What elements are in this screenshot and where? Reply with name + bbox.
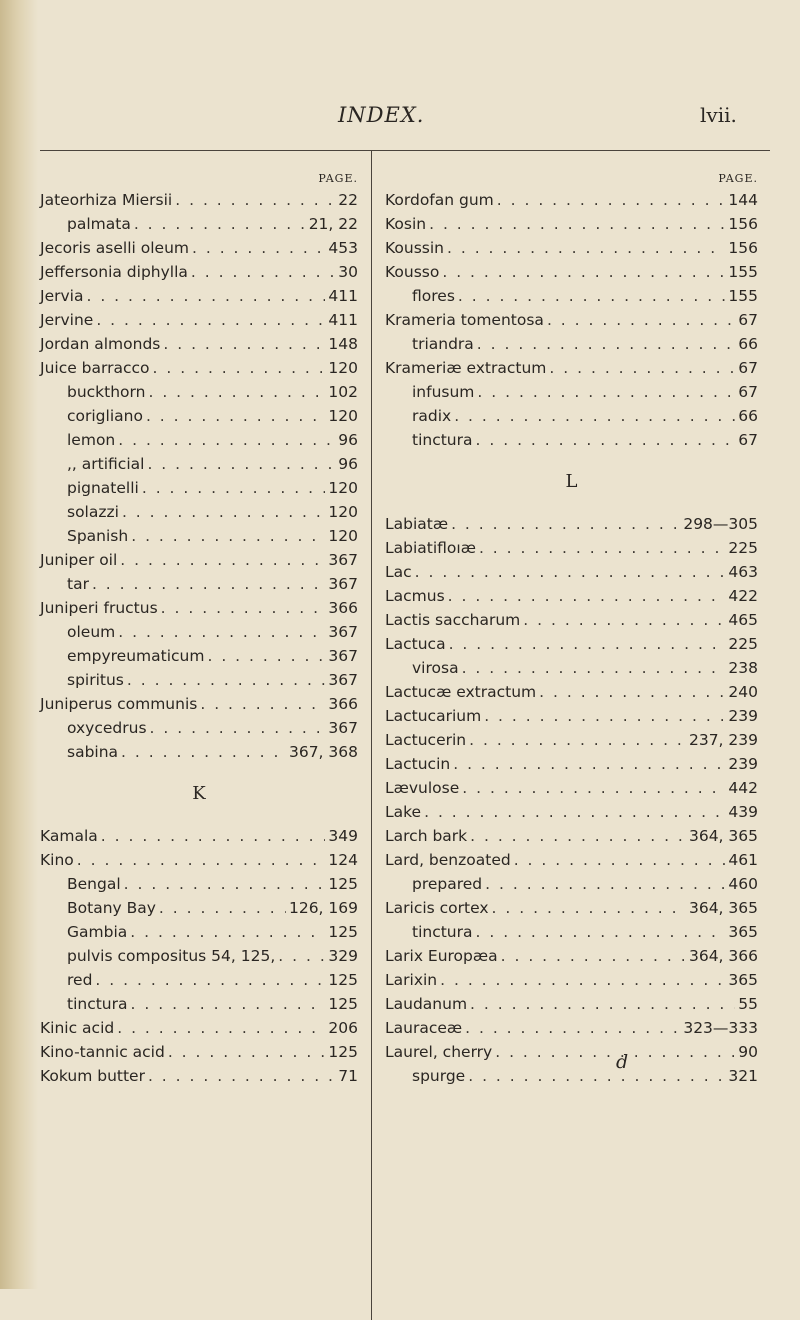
dot-leader [523,608,725,632]
left-column [40,170,358,1088]
page-title: INDEX. [338,103,425,127]
dot-leader [547,308,735,332]
index-entry [385,632,758,656]
dot-leader [120,548,325,572]
index-page-ref: 239 [728,707,758,725]
index-term: Kosin [385,215,427,233]
index-page-ref: 364, 366 [688,947,758,965]
index-term: Jecoris aselli oleum [40,239,189,257]
index-page-ref: 120 [328,359,358,377]
index-term: red [67,971,93,989]
index-page-ref: 144 [728,191,758,209]
index-page-ref: 125 [328,1043,358,1061]
index-entry [385,704,758,728]
dot-leader [469,728,686,752]
index-page-ref: 460 [728,875,758,893]
index-entry [40,620,358,644]
index-page-ref: 96 [338,431,358,449]
index-entry [40,644,358,668]
index-page-ref: 156 [728,239,758,257]
index-page-ref: 155 [728,263,758,281]
dot-leader [117,1016,325,1040]
index-term: Larixin [385,971,438,989]
section-letter-k: K [192,783,206,804]
index-page-ref: 411 [328,311,358,329]
dot-leader [121,740,286,764]
index-page-ref: 225 [728,539,758,557]
index-page-ref: 120 [328,503,358,521]
index-page-ref: 463 [728,563,758,581]
index-page-ref: 239 [728,755,758,773]
page-binding-edge [0,0,38,1289]
index-term: Laricis cortex [385,899,489,917]
index-term: Spanish [67,527,129,545]
index-term: Kinic acid [40,1019,115,1037]
index-page-ref: 453 [328,239,358,257]
index-entry [385,308,758,332]
dot-leader [479,536,725,560]
index-entry [40,824,358,848]
dot-leader [462,656,726,680]
index-entry [40,668,358,692]
index-entry [40,944,358,968]
index-entry [40,968,358,992]
index-entry [385,236,758,260]
index-term: Jordan almonds [40,335,161,353]
index-entry [385,536,758,560]
page-column-label: PAGE. [318,172,358,185]
index-page-ref: 422 [728,587,758,605]
index-page-ref: 367 [328,647,358,665]
index-term: Kamala [40,827,98,845]
index-term: radix [412,407,452,425]
index-term: spiritus [67,671,124,689]
index-entry [40,452,358,476]
index-entry [385,776,758,800]
index-entry [385,920,758,944]
index-page-ref: 148 [328,335,358,353]
index-entry [40,332,358,356]
page-header [0,103,800,133]
index-page-ref: 120 [328,407,358,425]
dot-leader [462,776,725,800]
index-page-ref: 364, 365 [688,827,758,845]
index-term: Lævulose [385,779,460,797]
index-entry [40,848,358,872]
index-page-ref: 461 [728,851,758,869]
index-term: Juniperi fructus [40,599,158,617]
dot-leader [477,332,735,356]
dot-leader [207,644,325,668]
left-entries-j [40,188,358,764]
dot-leader [124,872,326,896]
index-page-ref: 321 [728,1067,758,1085]
index-entry [40,308,358,332]
index-term: tinctura [67,995,128,1013]
index-term: Laurel, cherry [385,1043,493,1061]
dot-leader [92,572,325,596]
index-term: sabina [67,743,119,761]
index-term: Jervine [40,311,94,329]
index-term: pignatelli [67,479,139,497]
index-page-ref: 125 [328,971,358,989]
index-entry [385,824,758,848]
signature-mark: d [616,1051,629,1073]
index-entry [40,284,358,308]
dot-leader [86,284,325,308]
dot-leader [101,824,326,848]
index-entry [40,872,358,896]
index-entry [40,260,358,284]
index-term: Labiatæ [385,515,449,533]
index-page-ref: 125 [328,923,358,941]
index-term: Lard, benzoated [385,851,511,869]
index-term: palmata [67,215,131,233]
dot-leader [492,896,686,920]
dot-leader [148,380,325,404]
index-term: Kokum butter [40,1067,145,1085]
dot-leader [159,896,286,920]
index-term: infusum [412,383,475,401]
index-term: buckthorn [67,383,146,401]
index-term: Kousso [385,263,440,281]
dot-leader [161,596,326,620]
index-entry [385,188,758,212]
index-term: Bengal [67,875,121,893]
index-term: Kino [40,851,74,869]
index-page-ref: 206 [328,1019,358,1037]
index-page-ref: 411 [328,287,358,305]
index-page-ref: 367, 368 [288,743,358,761]
dot-leader [448,584,726,608]
index-page-ref: 323—333 [683,1019,758,1037]
index-entry [385,968,758,992]
dot-leader [150,716,326,740]
dot-leader [191,260,335,284]
index-page-ref: 102 [328,383,358,401]
index-term: Lactucarium [385,707,482,725]
index-page-ref: 237, 239 [688,731,758,749]
index-term: solazzi [67,503,119,521]
dot-leader [470,824,686,848]
dot-leader [449,632,726,656]
dot-leader [485,872,725,896]
index-term: Lactuca [385,635,446,653]
dot-leader [168,1040,326,1064]
index-page-ref: 367 [328,575,358,593]
index-term: tinctura [412,431,473,449]
dot-leader [440,968,725,992]
dot-leader [147,452,335,476]
index-page-ref: 349 [328,827,358,845]
index-term: Lac [385,563,412,581]
index-page-ref: 365 [728,971,758,989]
index-entry [40,1064,358,1088]
index-page-ref: 120 [328,479,358,497]
index-page-ref: 442 [728,779,758,797]
index-page-ref: 225 [728,635,758,653]
index-page-ref: 367 [328,719,358,737]
index-entry [40,500,358,524]
index-entry [40,740,358,764]
index-page-ref: 366 [328,695,358,713]
index-page-ref: 67 [738,359,758,377]
index-entry [40,524,358,548]
dot-leader [539,680,725,704]
index-entry [40,920,358,944]
index-entry [385,404,758,428]
index-page-ref: 126, 169 [288,899,358,917]
dot-leader [148,1064,335,1088]
index-term: Koussin [385,239,444,257]
dot-leader [415,560,726,584]
dot-leader [465,1016,680,1040]
index-entry [385,1064,758,1088]
index-term: Lacmus [385,587,445,605]
dot-leader [549,356,735,380]
index-term: Laudanum [385,995,468,1013]
right-entries-k [385,188,758,452]
dot-leader [118,620,325,644]
index-entry [385,896,758,920]
dot-leader [453,752,725,776]
index-page-ref: 66 [738,407,758,425]
index-entry [40,188,358,212]
index-term: corigliano [67,407,143,425]
dot-leader [131,524,325,548]
index-page-ref: 439 [728,803,758,821]
dot-leader [163,332,325,356]
index-term: triandra [412,335,474,353]
index-entry [385,680,758,704]
index-entry [385,428,758,452]
index-page-ref: 238 [728,659,758,677]
dot-leader [458,284,726,308]
index-term: Krameriæ extractum [385,359,547,377]
index-entry [40,716,358,740]
dot-leader [96,308,325,332]
index-entry [385,284,758,308]
index-term: tinctura [412,923,473,941]
index-entry [385,1016,758,1040]
index-page-ref: 125 [328,995,358,1013]
index-page-ref: 365 [728,923,758,941]
index-page-ref: 155 [728,287,758,305]
index-term: ,, artificial [67,455,145,473]
index-page-ref: 21, 22 [308,215,358,233]
index-entry [385,212,758,236]
index-entry [385,584,758,608]
index-term: Krameria tomentosa [385,311,544,329]
dot-leader [175,188,335,212]
right-column [385,170,758,1088]
index-page-ref: 67 [738,383,758,401]
index-term: oleum [67,623,116,641]
dot-leader [131,992,326,1016]
index-page-ref: 71 [338,1067,358,1085]
dot-leader [95,968,325,992]
index-term: Juniper oil [40,551,118,569]
left-entries-k [40,824,358,1088]
index-term: Lake [385,803,422,821]
index-term: Larch bark [385,827,468,845]
index-term: Larix Europæa [385,947,498,965]
index-page-ref: 66 [738,335,758,353]
index-page-ref: 120 [328,527,358,545]
index-entry [385,656,758,680]
dot-leader [476,428,736,452]
index-entry [40,572,358,596]
index-entry [385,848,758,872]
index-entry [40,236,358,260]
index-page-ref: 124 [328,851,358,869]
index-entry [40,992,358,1016]
dot-leader [429,212,725,236]
index-entry [385,992,758,1016]
dot-leader [278,944,325,968]
dot-leader [134,212,306,236]
dot-leader [142,476,326,500]
index-page-ref: 55 [738,995,758,1013]
dot-leader [77,848,326,872]
index-entry [40,404,358,428]
index-entry [40,356,358,380]
index-term: Kino-tannic acid [40,1043,165,1061]
index-term: spurge [412,1067,466,1085]
index-entry [385,728,758,752]
dot-leader [468,1064,725,1088]
index-term: Jervia [40,287,84,305]
index-term: prepared [412,875,483,893]
index-entry [40,1040,358,1064]
index-page-ref: 329 [328,947,358,965]
dot-leader [451,512,680,536]
index-term: Botany Bay [67,899,156,917]
header-rule [40,150,770,151]
index-term: Jateorhiza Miersii [40,191,173,209]
index-page-ref: 367 [328,551,358,569]
column-divider [371,150,372,1320]
dot-leader [153,356,326,380]
index-page-ref: 30 [338,263,358,281]
index-term: Lactucæ extractum [385,683,537,701]
dot-leader [118,428,335,452]
index-term: virosa [412,659,459,677]
dot-leader [146,404,325,428]
index-term: Lauraceæ [385,1019,463,1037]
index-entry [40,380,358,404]
dot-leader [497,188,726,212]
index-term: Lactis saccharum [385,611,521,629]
dot-leader [454,404,735,428]
index-page-ref: 366 [328,599,358,617]
page-number: lvii. [700,103,737,127]
index-entry [40,596,358,620]
index-page-ref: 364, 365 [688,899,758,917]
index-entry [40,476,358,500]
index-page-ref: 125 [328,875,358,893]
page-column-label: PAGE. [718,172,758,185]
dot-leader [514,848,726,872]
index-term: Lactucin [385,755,451,773]
index-term: Gambia [67,923,128,941]
dot-leader [200,692,325,716]
index-page-ref: 298—305 [683,515,758,533]
index-page-ref: 96 [338,455,358,473]
index-term: Jeffersonia diphylla [40,263,188,281]
index-entry [385,800,758,824]
dot-leader [122,500,325,524]
dot-leader [442,260,725,284]
dot-leader [192,236,325,260]
index-term: lemon [67,431,116,449]
index-entry [385,944,758,968]
dot-leader [501,944,686,968]
dot-leader [470,992,735,1016]
index-page-ref: 367 [328,623,358,641]
index-entry [385,608,758,632]
index-term: tar [67,575,89,593]
index-term: flores [412,287,455,305]
index-entry [385,332,758,356]
dot-leader [477,380,735,404]
dot-leader [484,704,725,728]
index-page-ref: 90 [738,1043,758,1061]
index-page-ref: 67 [738,431,758,449]
index-term: Labiatifloıæ [385,539,476,557]
section-letter-l: L [565,471,578,492]
index-entry [385,872,758,896]
index-term: empyreumaticum [67,647,205,665]
index-page-ref: 67 [738,311,758,329]
index-entry [40,896,358,920]
index-entry [40,428,358,452]
index-entry [385,752,758,776]
index-term: Lactucerin [385,731,467,749]
index-entry [385,512,758,536]
index-entry [40,692,358,716]
dot-leader [447,236,725,260]
index-page-ref: 367 [328,671,358,689]
index-term: Juice barracco [40,359,150,377]
index-entry [385,560,758,584]
dot-leader [130,920,325,944]
index-term: Juniperus communis [40,695,198,713]
index-entry [385,260,758,284]
index-term: Kordofan gum [385,191,494,209]
index-entry [40,212,358,236]
index-term: pulvis compositus 54, 125, [67,947,276,965]
dot-leader [127,668,326,692]
index-page-ref: 22 [338,191,358,209]
dot-leader [424,800,725,824]
index-term: oxycedrus [67,719,147,737]
index-page-ref: 156 [728,215,758,233]
right-entries-l [385,512,758,1088]
index-entry [385,1040,758,1064]
index-entry [385,380,758,404]
index-page-ref: 240 [728,683,758,701]
index-entry [385,356,758,380]
index-page-ref: 465 [728,611,758,629]
dot-leader [476,920,726,944]
index-entry [40,1016,358,1040]
index-entry [40,548,358,572]
